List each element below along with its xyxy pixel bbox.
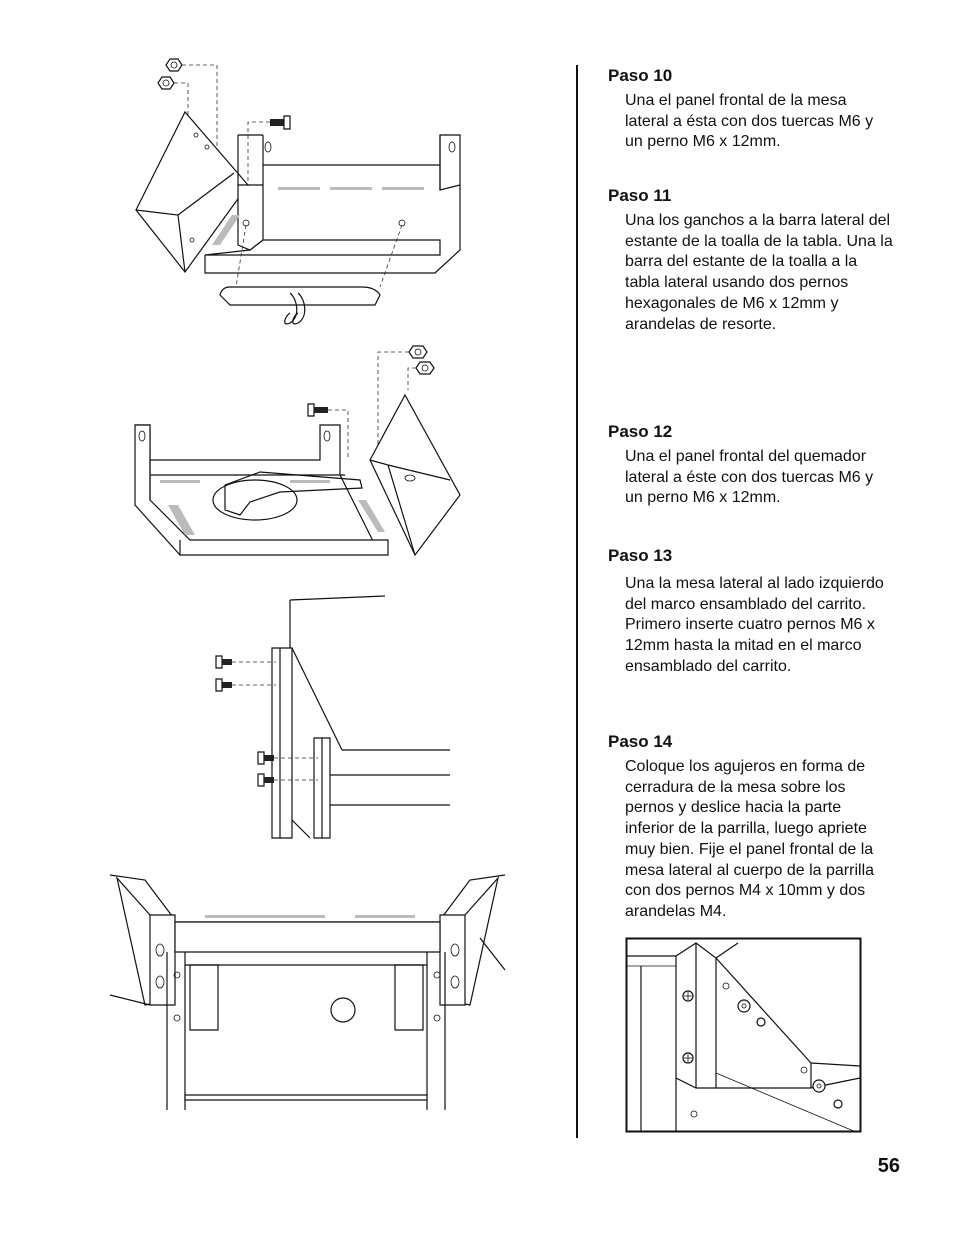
bolt-icon [216,679,232,691]
step-text: Una la mesa lateral al lado izquierdo del marco ensamblado del carrito. Primero inserte cuatro pernos M6 x 12mm hasta la mitad en el marco ensamblado del carrito. [625,575,884,675]
step-text: Una el panel frontal de la mesa lateral a ésta con dos tuercas M6 y un perno M6 x 12mm. [625,92,874,151]
step-title: Paso 11 [608,186,672,205]
step-11 [608,186,893,335]
step-title: Paso 10 [608,66,673,85]
diagram-grill-front-view [105,870,510,1115]
diagram-side-table-frame [210,590,460,840]
step-title: Paso 12 [608,422,673,441]
bolt-icon [308,404,328,416]
nut-icon [409,346,427,358]
bolt-icon [270,116,290,129]
nut-icon [158,77,174,89]
step-title: Paso 13 [608,546,673,565]
diagram-side-burner-tray [130,340,470,570]
step-text: Una los ganchos a la barra lateral del estante de la toalla de la tabla. Una la barra del estante de la toalla a la tabla lateral usando dos pernos hexagonales de M6 x 12mm y arandelas de resorte. [625,212,893,333]
bolt-icon [683,991,693,1001]
step-text: Coloque los agujeros en forma de cerradura de la mesa sobre los pernos y deslice hacia la parte inferior de la parrilla, luego apriete muy bien. Fije el panel frontal de la mesa lateral al cuerpo de la parrilla con dos pernos M4 x 10mm y dos arandelas M4. [625,758,875,920]
nut-icon [166,59,182,71]
step-text: Una el panel frontal del quemador lateral a éste con dos tuercas M6 y un perno M6 x 12mm. [625,448,874,507]
step-13 [608,546,893,678]
column-divider [576,65,578,1138]
diagram-detail-box [626,938,861,1133]
nut-icon [416,362,434,374]
diagram-side-table-towel-bar [130,55,480,345]
step-14 [608,732,893,923]
page-number: 56 [877,1155,900,1177]
bolt-icon [216,656,232,668]
step-12 [608,422,893,509]
bolt-icon [683,1053,693,1063]
step-10 [608,66,893,153]
step-title: Paso 14 [608,732,673,751]
